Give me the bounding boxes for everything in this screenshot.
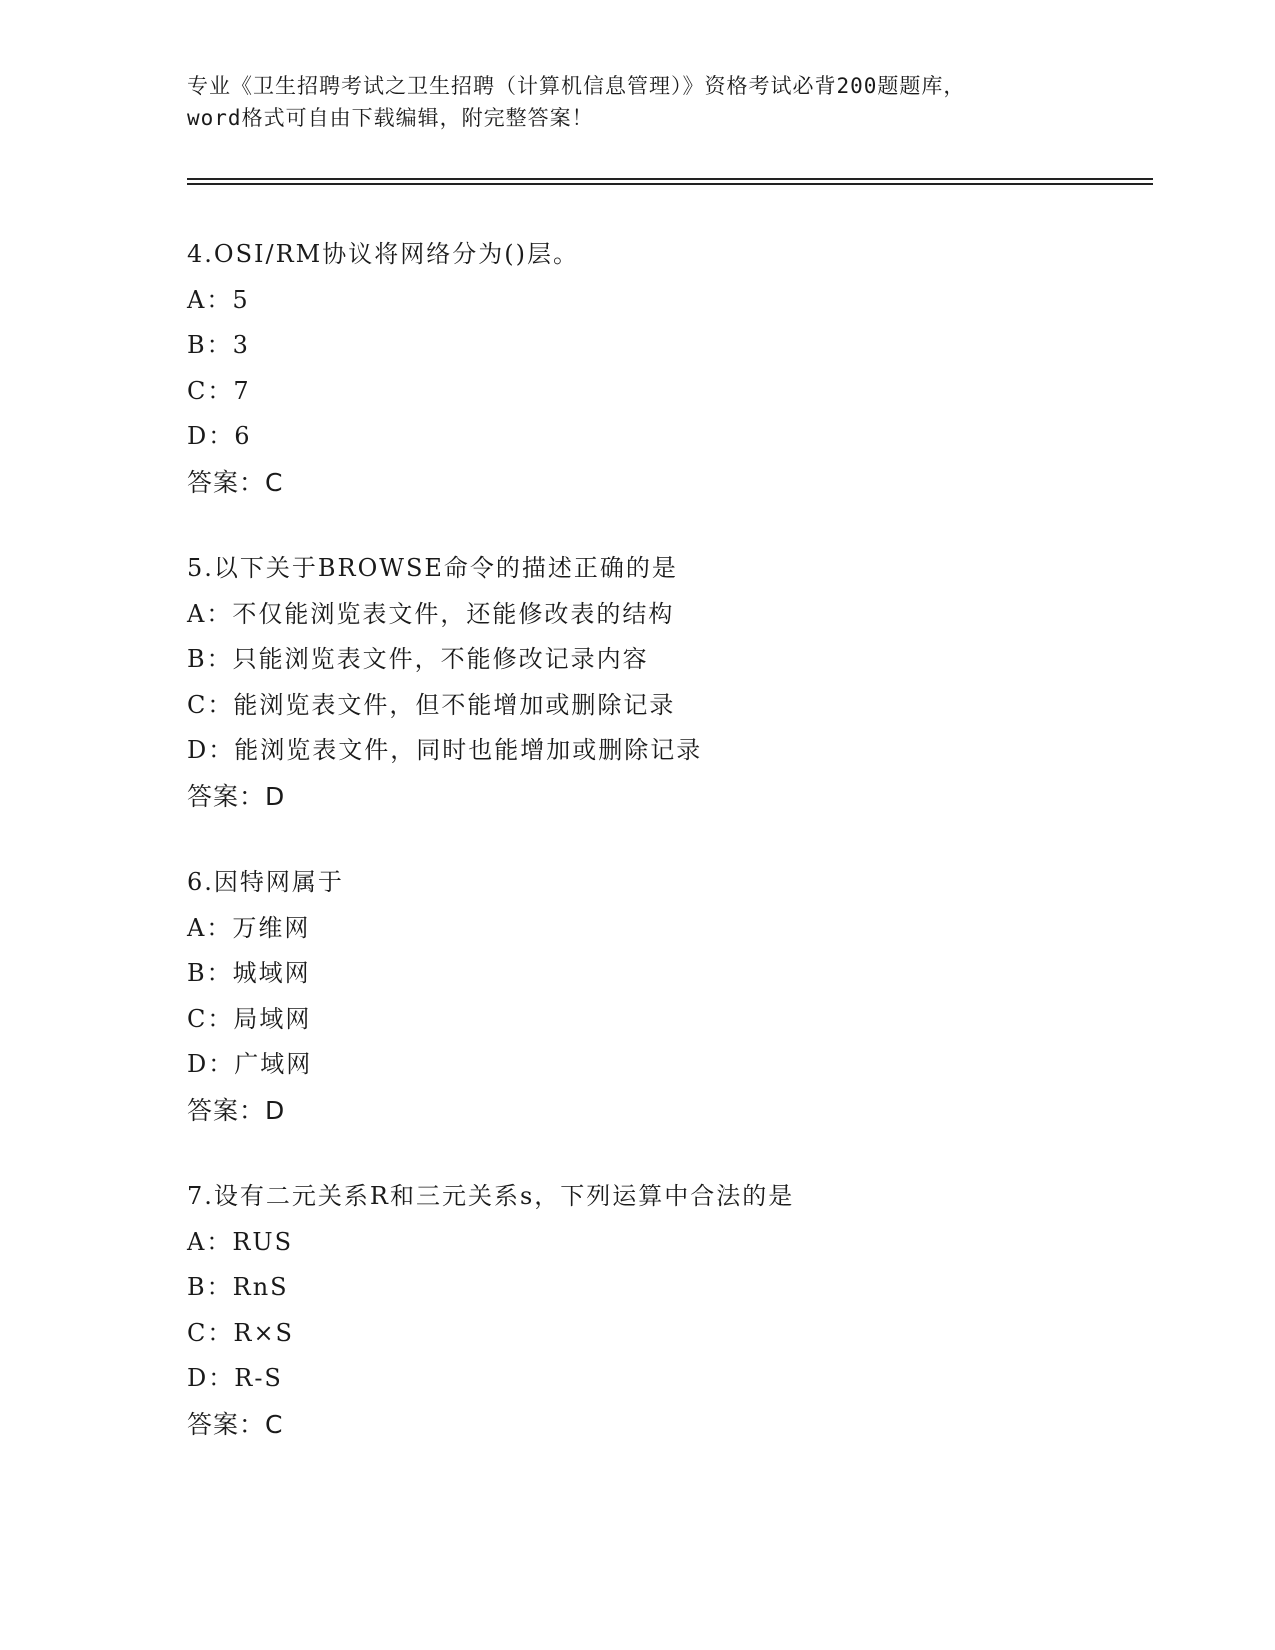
header-line-2: word格式可自由下载编辑，附完整答案！: [187, 106, 594, 130]
option-text: 7: [233, 376, 251, 405]
option-text: R×S: [233, 1318, 294, 1347]
option-text: 能浏览表文件，但不能增加或删除记录: [233, 690, 676, 719]
option-letter: C：: [187, 376, 234, 405]
option-d: [187, 414, 1147, 460]
option-text: 3: [232, 331, 250, 359]
option-text: R-S: [234, 1364, 283, 1392]
option-letter: A：: [187, 1227, 233, 1256]
option-text: 城域网: [232, 959, 311, 987]
question-item: [187, 1174, 1147, 1447]
option-letter: D：: [187, 736, 235, 764]
option-letter: B：: [187, 645, 233, 673]
option-text: RUS: [232, 1227, 294, 1256]
option-text: 5: [232, 285, 250, 314]
question-stem: 6.因特网属于: [187, 868, 344, 896]
option-text: 6: [234, 422, 252, 450]
question-list: [187, 232, 1147, 1488]
option-b: [187, 1265, 1147, 1311]
question-item: [187, 232, 1147, 505]
option-text: RnS: [232, 1273, 289, 1301]
option-letter: D：: [187, 1050, 235, 1078]
option-text: 只能浏览表文件，不能修改记录内容: [232, 645, 649, 673]
option-b: [187, 323, 1147, 369]
option-c: [187, 997, 1147, 1043]
question-item: [187, 860, 1147, 1133]
option-text: 广域网: [234, 1050, 313, 1078]
option-a: [187, 592, 1147, 638]
question-stem: 4.OSI/RM协议将网络分为()层。: [187, 240, 579, 268]
header-divider-top: [187, 178, 1153, 180]
option-letter: D：: [187, 422, 235, 450]
question-item: [187, 546, 1147, 819]
option-c: [187, 683, 1147, 729]
option-a: [187, 906, 1147, 952]
option-a: [187, 1220, 1147, 1266]
answer-line: 答案：C: [187, 467, 284, 497]
option-d: [187, 1356, 1147, 1402]
option-letter: D：: [187, 1364, 235, 1392]
answer-line: 答案：D: [187, 1095, 286, 1125]
header-divider-bottom: [187, 183, 1153, 185]
option-text: 局域网: [233, 1004, 312, 1033]
option-letter: A：: [187, 599, 233, 628]
option-letter: B：: [187, 1273, 233, 1301]
option-letter: C：: [187, 1004, 234, 1033]
option-letter: B：: [187, 331, 233, 359]
answer-line: 答案：C: [187, 1409, 284, 1439]
header-line-1: 专业《卫生招聘考试之卫生招聘（计算机信息管理）》资格考试必背200题题库，: [187, 74, 966, 98]
option-b: [187, 951, 1147, 997]
option-letter: A：: [187, 285, 233, 314]
option-letter: A：: [187, 913, 233, 942]
option-text: 不仅能浏览表文件，还能修改表的结构: [232, 599, 675, 628]
question-stem: 7.设有二元关系R和三元关系s，下列运算中合法的是: [187, 1182, 795, 1210]
option-letter: C：: [187, 690, 234, 719]
option-c: [187, 1311, 1147, 1357]
option-text: 万维网: [232, 913, 311, 942]
document-header: [187, 70, 1087, 134]
answer-line: 答案：D: [187, 781, 286, 811]
option-b: [187, 637, 1147, 683]
question-stem: 5.以下关于BROWSE命令的描述正确的是: [187, 554, 678, 582]
option-d: [187, 728, 1147, 774]
option-a: [187, 278, 1147, 324]
option-text: 能浏览表文件，同时也能增加或删除记录: [234, 736, 703, 764]
option-letter: C：: [187, 1318, 234, 1347]
option-d: [187, 1042, 1147, 1088]
option-c: [187, 369, 1147, 415]
option-letter: B：: [187, 959, 233, 987]
